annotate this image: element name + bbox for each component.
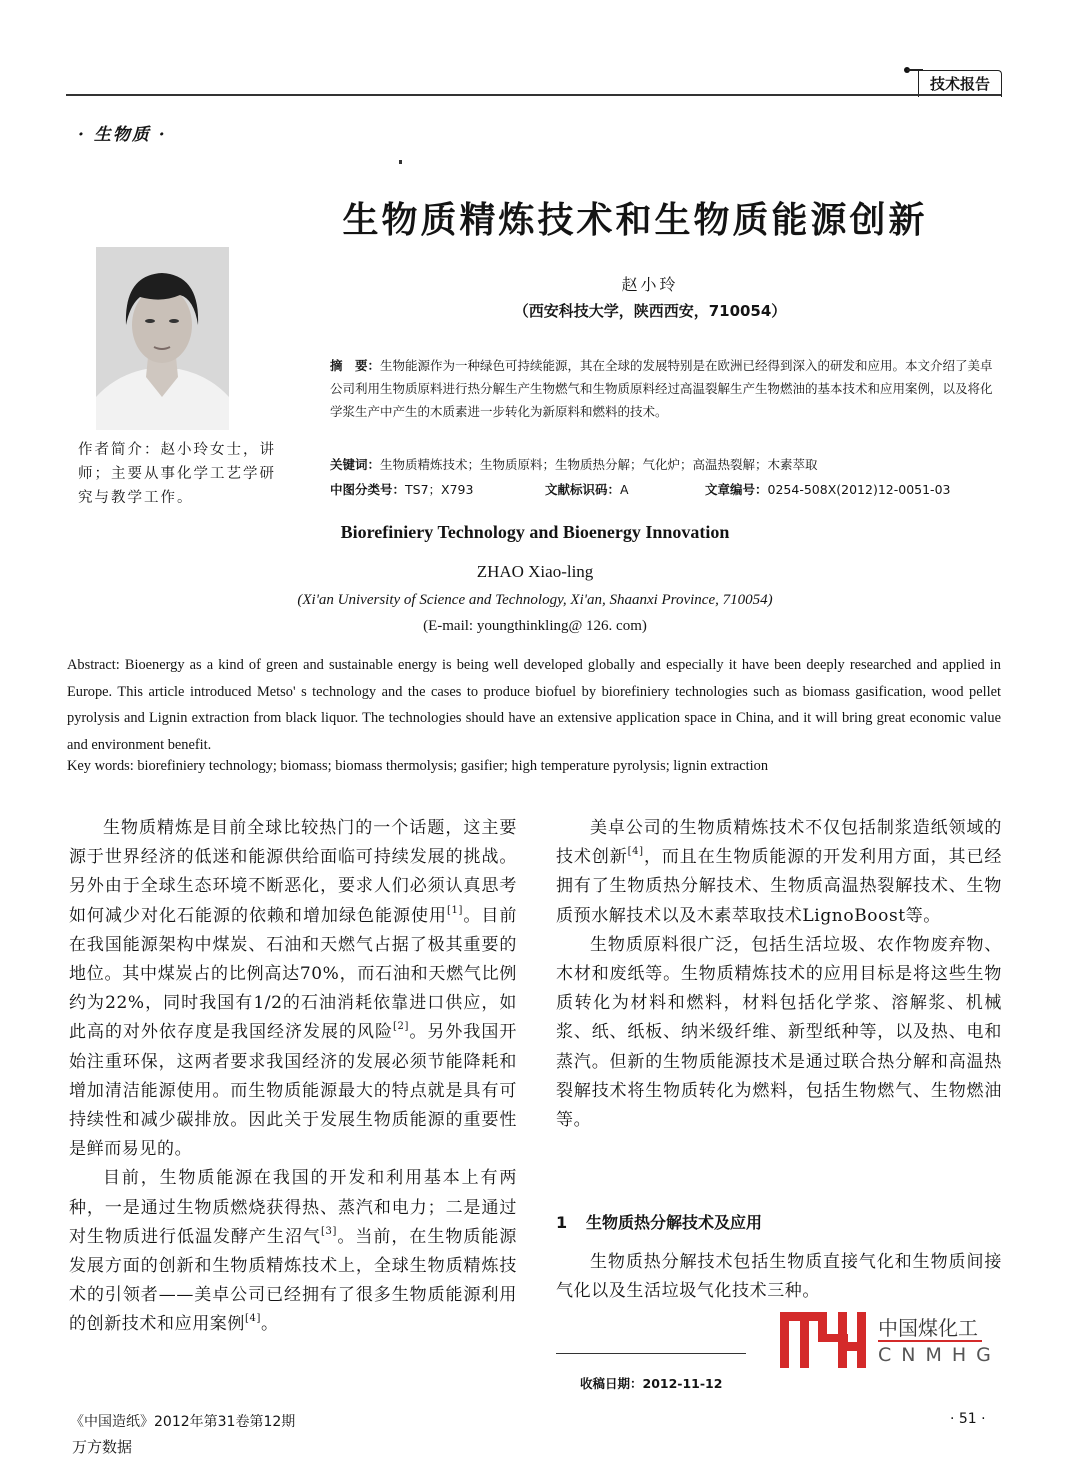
abstract-en-label: Abstract: [67, 657, 125, 673]
page-number: · 51 · [950, 1411, 986, 1427]
abstract-en-text: Bioenergy as a kind of green and sustainable energy is being well developed globally and especially it have been deeply researched and applied in Europe. This article introduced Metso' s technology and the cases to produce biofuel by biorefiniery technologies such as biomass gasification, wood pellet pyrolysis and Lignin extraction from black liquor. The technologies should have an extensive application space in China, and it will bring great economic value and environment benefit. [67, 657, 1001, 753]
keywords-en-text: biorefiniery technology; biomass; biomass thermolysis; gasifier; high temperature pyrolysis; lignin extraction [137, 758, 769, 774]
clc-value: TS7；X793 [405, 482, 474, 497]
body-paragraph: 生物质热分解技术包括生物质直接气化和生物质间接气化以及生活垃圾气化技术三种。 [556, 1252, 1002, 1302]
watermark-text-en: CNMHG [878, 1344, 1001, 1366]
section-number: 1 [556, 1213, 568, 1232]
paragraph-text: 生物质精炼是目前全球比较热门的一个话题，这主要源于世界经济的低迷和能源供给面临可持续发展的挑战。另外由于全球生态环境不断恶化，要求人们必须认真思考如何减少对化石能源的依赖和增加绿色能源使用 [69, 818, 517, 926]
watermark-text-cn: 中国煤化工 [878, 1316, 978, 1340]
author-email[interactable]: (E-mail: youngthinkling@ 126. com) [423, 618, 647, 634]
citation-ref[interactable]: [1] [447, 904, 463, 916]
scan-speck [399, 160, 402, 164]
section-heading-1 [556, 1210, 1002, 1233]
section-title: 生物质热分解技术及应用 [586, 1213, 763, 1232]
article-title-cn: 生物质精炼技术和生物质能源创新 [342, 200, 928, 241]
paragraph-text: 。目前在我国能源架构中煤炭、石油和天燃气占据了极其重要的地位。其中煤炭占的比例高达70%，而石油和天燃气比例约为22%，同时我国有1/2的石油消耗依靠进口供应，如此高的对外依存度是我国经济发展的风险 [69, 905, 517, 1043]
body-column-right [556, 814, 1002, 1135]
author-name-cn: 赵小玲 [621, 275, 679, 294]
affiliation-cn: （西安科技大学，陕西西安，710054） [513, 302, 787, 320]
paragraph-text: 。当前，在生物质能源发展方面的创新和生物质精炼技术上，全球生物质精炼技术的引领者——美卓公司已经拥有了很多生物质能源利用的创新技术和应用案例 [69, 1226, 517, 1335]
paragraph-text: ，而且在生物质能源的开发利用方面，其已经拥有了生物质热分解技术、生物质高温热裂解技术、生物质预水解技术以及木素萃取技术LignoBoost等。 [556, 847, 1002, 926]
citation-ref[interactable]: [3] [321, 1225, 337, 1237]
abstract-cn-label: 摘 要： [330, 358, 381, 373]
citation-ref[interactable]: [4] [245, 1313, 261, 1325]
header-rule [66, 94, 1001, 96]
section-1-body [556, 1248, 1002, 1306]
abstract-cn [330, 354, 998, 423]
citation-ref[interactable]: [2] [393, 1021, 409, 1033]
column-tag: 技术报告 [918, 70, 1002, 97]
keywords-cn [330, 455, 998, 473]
cnmhg-logo-icon [780, 1312, 866, 1368]
footnote-rule [556, 1353, 746, 1354]
article-title-en: Biorefiniery Technology and Bioenergy Innovation [340, 522, 730, 542]
body-paragraph [556, 931, 1002, 1135]
affiliation-en: (Xi'an University of Science and Technology, Xi'an, Shaanxi Province, 710054) [297, 592, 773, 608]
body-paragraph [556, 814, 1002, 931]
body-paragraph [69, 814, 517, 1164]
doc-code-label: 文献标识码： [545, 482, 621, 497]
doc-code-value: A [620, 482, 629, 497]
keywords-en-label: Key words: [67, 758, 138, 774]
clc-label: 中图分类号： [330, 482, 406, 497]
body-paragraph [69, 1164, 517, 1339]
journal-citation: 《中国造纸》2012年第31卷第12期 [70, 1414, 296, 1430]
author-bio: 作者简介：赵小玲女士，讲师；主要从事化学工艺学研究与教学工作。 [78, 442, 276, 506]
document-code [545, 480, 629, 498]
keywords-cn-label: 关键词： [330, 457, 381, 472]
keywords-cn-text: 生物质精炼技术；生物质原料；生物质热分解；气化炉；高温热裂解；木素萃取 [380, 457, 818, 472]
citation-ref[interactable]: [4] [627, 846, 644, 858]
author-portrait-icon [96, 247, 229, 430]
watermark-underline [878, 1340, 982, 1342]
author-name-en: ZHAO Xiao-ling [476, 562, 594, 581]
abstract-en [67, 652, 1001, 758]
received-date: 收稿日期：2012-11-12 [580, 1376, 723, 1391]
watermark [780, 1312, 1000, 1368]
keywords-en [67, 758, 1001, 775]
article-number-label: 文章编号： [705, 482, 768, 497]
article-number-value: 0254-508X(2012)12-0051-03 [767, 482, 951, 497]
abstract-cn-text: 生物能源作为一种绿色可持续能源，其在全球的发展特别是在欧洲已经得到深入的研发和应用。本文介绍了美卓公司利用生物质原料进行热分解生产生物燃气和生物质原料经过高温裂解生产生物燃油的基本技术和应用案例，以及将化学浆生产中产生的木质素进一步转化为新原料和燃料的技术。 [330, 358, 993, 419]
clc-number [330, 480, 473, 498]
paragraph-text: 美卓公司的生物质精炼技术不仅包括制浆造纸领域的技术创新 [556, 818, 1002, 868]
article-number [705, 480, 950, 498]
source-label: 万方数据 [72, 1438, 133, 1456]
paragraph-text: 目前，生物质能源在我国的开发和利用基本上有两种，一是通过生物质燃烧获得热、蒸汽和电力；二是通过对生物质进行低温发酵产生沼气 [69, 1168, 517, 1247]
paragraph-text: 。另外我国开始注重环保，这两者要求我国经济的发展必须节能降耗和增加清洁能源使用。而生物质能源最大的特点就是具有可持续性和减少碳排放。因此关于发展生物质能源的重要性是鲜而易见的。 [69, 1022, 517, 1160]
section-tag: · 生物质 · [78, 125, 167, 145]
body-column-left [69, 814, 517, 1340]
author-photo [96, 247, 229, 430]
paragraph-text: 。 [260, 1314, 279, 1335]
paragraph-text: 生物质原料很广泛，包括生活垃圾、农作物废弃物、木材和废纸等。生物质精炼技术的应用目标是将这些生物质转化为材料和燃料，材料包括化学浆、溶解浆、机械浆、纸、纸板、纳米级纤维、新型纸种等，以及热、电和蒸汽。但新的生物质能源技术是通过联合热分解和高温热裂解技术将生物质转化为燃料，包括生物燃气、生物燃油等。 [556, 934, 1002, 1131]
